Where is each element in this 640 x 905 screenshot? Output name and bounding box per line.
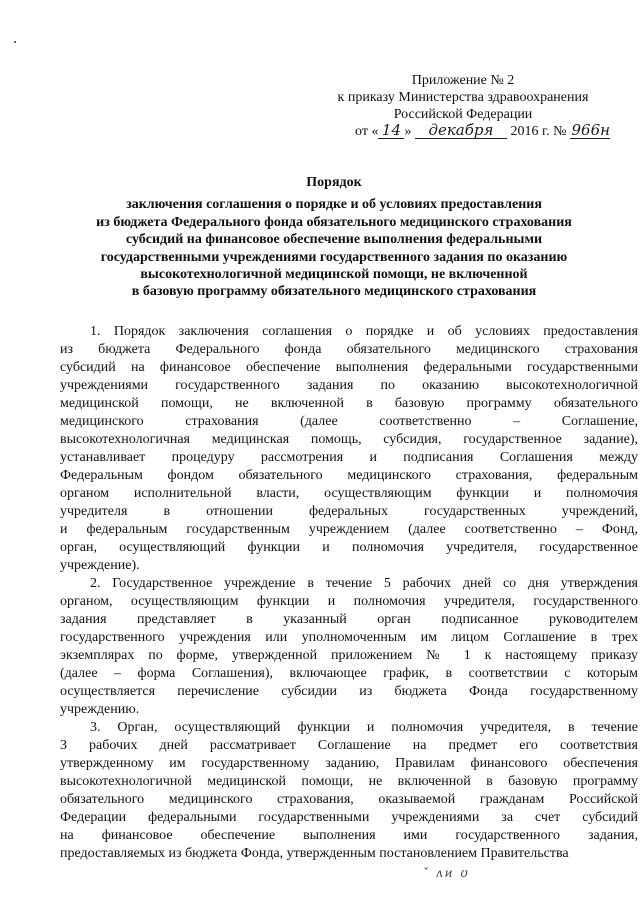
body-line: органом, осуществляющим функции и полномочия учредителя, государственного	[60, 594, 638, 609]
title-line: государственными учреждениями государственного задания по оказанию	[100, 249, 568, 265]
body-line: медицинского страхования (далее соответственно – Соглашение,	[60, 414, 638, 429]
body-line: учреждениями государственного задания по оказанию высокотехнологичной	[60, 378, 638, 393]
appendix-number: Приложение № 2	[411, 73, 515, 88]
title-line: в базовую программу обязательного медицинского страхования	[131, 284, 537, 300]
body-line: высокотехнологичной медицинской помощи, не включенной в базовую программу	[60, 774, 638, 789]
body-line: учредителя в отношении федеральных государственных учреждений,	[60, 504, 638, 519]
title-line: из бюджета Федерального фонда обязательного медицинского страхования	[96, 214, 572, 230]
document-title	[30, 174, 638, 301]
body-line: устанавливает процедуру рассмотрения и подписания Соглашения между	[60, 450, 638, 465]
body-line: 3. Орган, осуществляющий функции и полномочия учредителя, в течение	[90, 720, 638, 735]
body-line: осуществляется перечисление субсидии из бюджета Фонда государственному	[60, 684, 638, 699]
body-line: Федеральным фондом обязательного медицинского страхования, федеральным	[60, 468, 638, 483]
title-lines	[30, 196, 638, 300]
document-body	[60, 323, 638, 863]
title-line: субсидий на финансовое обеспечение выполнения федеральными	[125, 232, 543, 248]
title-line: высокотехнологичной медицинской помощи, не включенной	[140, 267, 528, 283]
body-line: высокотехнологичная медицинская помощь, субсидия, государственное задание),	[60, 432, 638, 447]
body-line: обязательного медицинского страхования, оказываемой гражданам Российской	[60, 792, 638, 807]
title-line: заключения соглашения о порядке и об условиях предоставления	[126, 197, 542, 213]
body-line: учреждение).	[60, 558, 140, 573]
appendix-header	[308, 72, 618, 140]
body-line: медицинской помощи, не включенной в базовую программу обязательного	[60, 396, 638, 411]
body-line: предоставляемых из бюджета Фонда, утвержденным постановлением Правительства	[60, 846, 569, 861]
scan-speck	[14, 41, 16, 43]
body-line: органом исполнительной власти, осуществляющим функции и полномочия	[60, 486, 638, 501]
title-heading: Порядок	[306, 175, 362, 190]
body-line: и федеральным государственным учреждением (далее соответственно – Фонд,	[60, 522, 638, 537]
body-line: 2. Государственное учреждение в течение 5 рабочих дней со дня утверждения	[90, 576, 638, 591]
body-line: государственного учреждения или уполномоченным им лицом Соглашение в трех	[60, 630, 638, 645]
body-line: из бюджета Федерального фонда обязательного медицинского страхования	[60, 342, 638, 357]
body-line: (далее – форма Соглашения), включающее график, в соответствии с которым	[60, 666, 638, 681]
date-prefix: от «	[355, 124, 379, 139]
body-line: субсидий на финансовое обеспечение выполнения федеральными государственными	[60, 360, 638, 375]
body-line: учреждению.	[60, 702, 140, 717]
date-year: 2016 г. №	[510, 124, 567, 139]
body-line: Федерации федеральными государственными учреждениями за счет субсидий	[60, 810, 638, 825]
federation-name: Российской Федерации	[393, 107, 533, 122]
handwritten-marks: ˇ ʌͷ ʊ	[422, 866, 470, 880]
order-reference: к приказу Министерства здравоохранения	[337, 90, 589, 105]
body-line: на финансовое обеспечение выполнения ими государственного задания,	[60, 828, 638, 843]
body-line: 1. Порядок заключения соглашения о порядке и об условиях предоставления	[90, 324, 638, 339]
body-line: экземплярах по форме, утвержденной приложением № 1 к настоящему приказу	[60, 648, 638, 663]
order-number-handwritten: 966н	[571, 121, 610, 139]
body-line: 3 рабочих дней рассматривает Соглашение на предмет его соответствия	[60, 738, 638, 753]
order-date-line	[308, 123, 618, 140]
body-line: орган, осуществляющий функции и полномочия учредителя, государственное	[60, 540, 638, 555]
body-line: утвержденному им государственному заданию, Правилам финансового обеспечения	[60, 756, 638, 771]
date-month-handwritten: декабря	[415, 123, 507, 139]
date-day-handwritten: 14	[378, 123, 404, 139]
date-mid: »	[404, 124, 412, 139]
body-line: задания представляет в указанный орган подписанное руководителем	[60, 612, 638, 627]
